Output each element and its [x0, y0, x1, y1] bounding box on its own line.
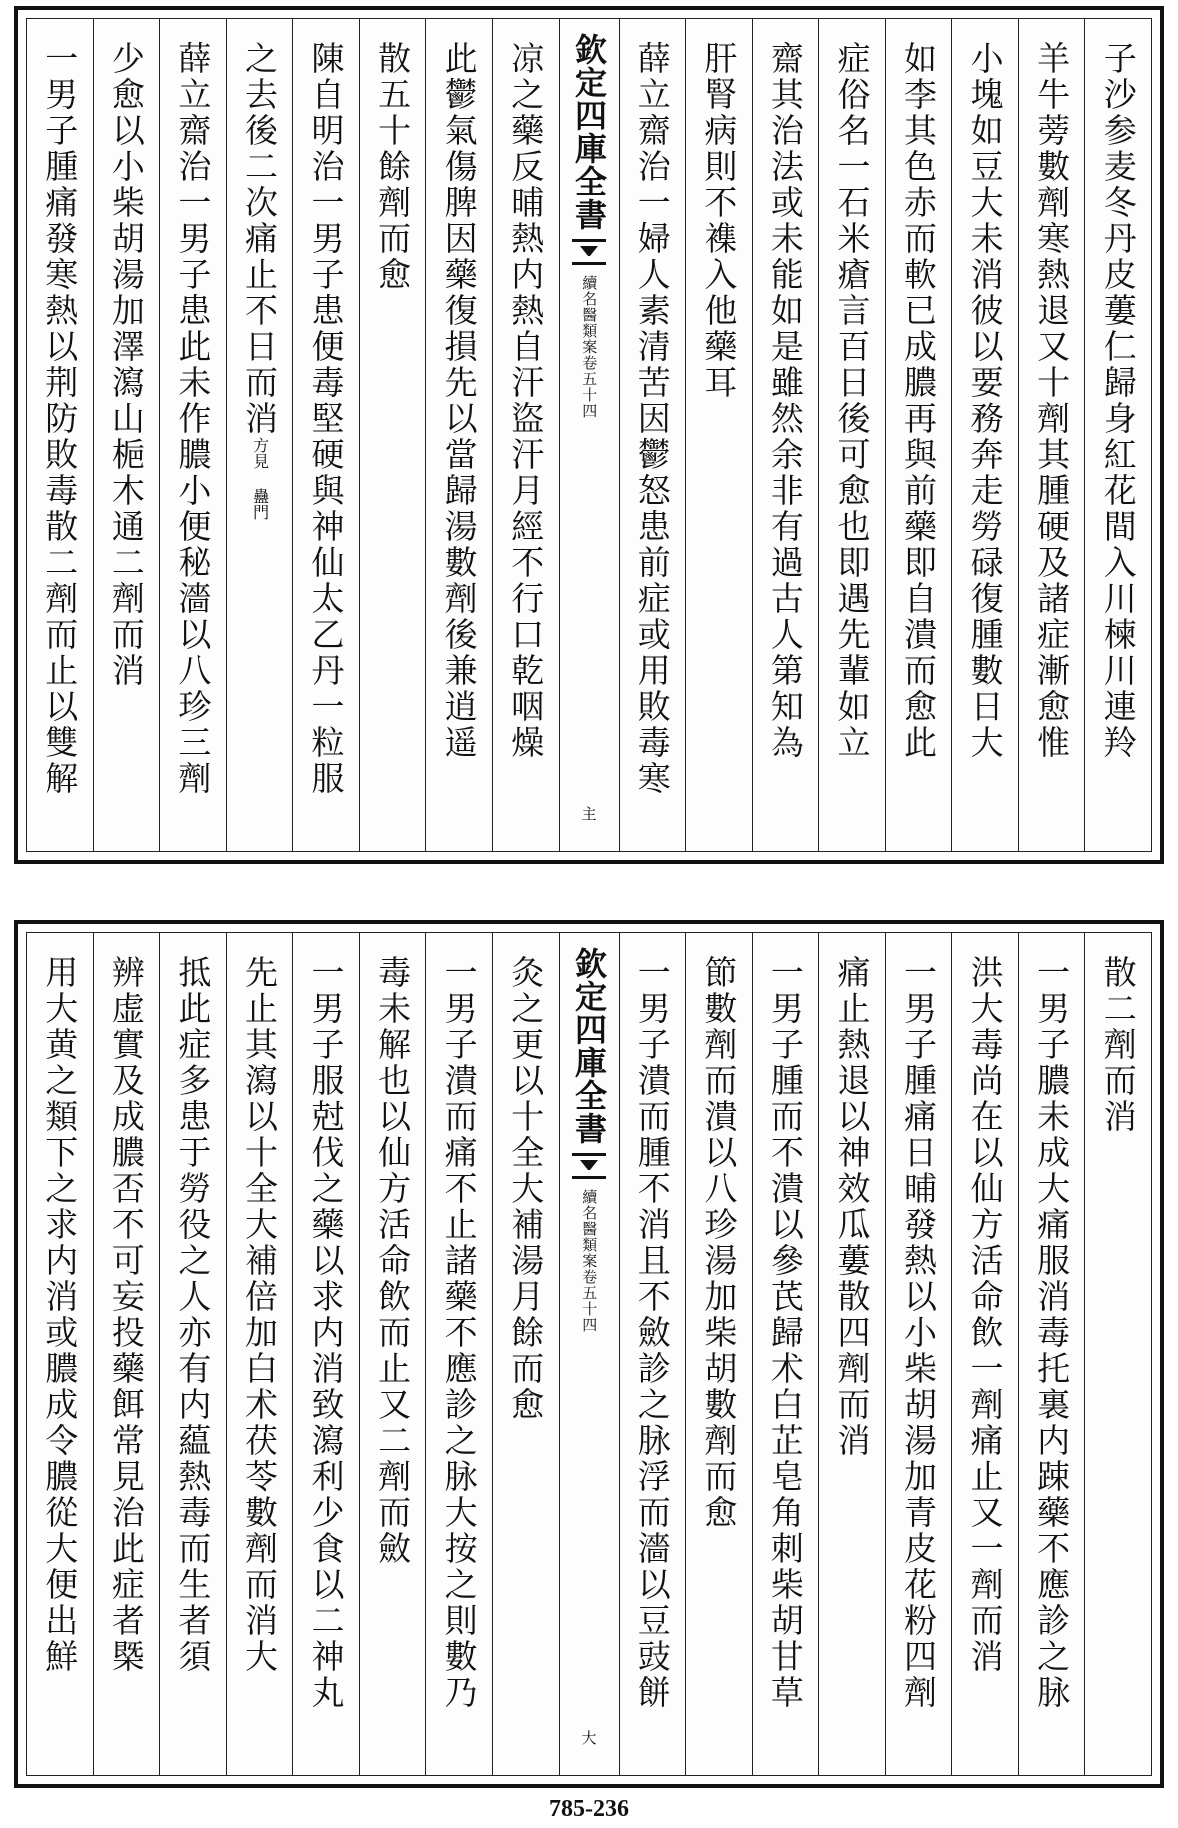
page-gutter — [559, 19, 619, 851]
text-column — [93, 19, 160, 851]
text-column — [1084, 19, 1151, 851]
column-text: 小塊如豆大未消彼以要務奔走勞碌復腫數日大 — [965, 41, 1005, 761]
text-column — [885, 19, 952, 851]
column-text: 洪大毒尚在以仙方活命飲一劑痛止又一劑而消 — [965, 955, 1005, 1675]
text-column — [685, 19, 752, 851]
fish-tail-mark-icon — [572, 1153, 606, 1179]
column-text: 一男子膿未成大痛服消毒托裏内踈藥不應診之脉 — [1032, 955, 1072, 1711]
text-column — [292, 19, 359, 851]
column-text: 一男子潰而痛不止諸藥不應診之脉大按之則數乃 — [439, 955, 479, 1711]
column-text: 散二劑而消 — [1098, 955, 1138, 1135]
text-column — [425, 19, 492, 851]
column-text: 一男子潰而腫不消且不斂診之脉浮而濇以豆豉餅 — [632, 955, 672, 1711]
gutter-page-number: 大 — [579, 1730, 598, 1745]
text-column — [425, 933, 492, 1775]
column-text: 一男子腫而不潰以參芪歸术白芷皂角刺柴胡甘草 — [765, 955, 805, 1711]
column-text: 薛立齋治一男子患此未作膿小便秘濇以八珍三劑 — [173, 41, 213, 797]
text-column — [226, 933, 293, 1775]
column-text: 一男子腫痛發寒熱以荆防敗毒散二劑而止以雙解 — [40, 41, 80, 797]
text-column — [818, 19, 885, 851]
column-text: 毒未解也以仙方活命飲而止又二劑而斂 — [373, 955, 413, 1567]
text-column — [27, 933, 93, 1775]
column-text: 子沙参麦冬丹皮蔞仁歸身紅花間入川楝川連羚 — [1098, 41, 1138, 761]
text-column — [159, 19, 226, 851]
column-text: 一男子服尅伐之藥以求内消致瀉利少食以二神丸 — [306, 955, 346, 1711]
note-line: 蠱門 — [250, 488, 270, 520]
top-page-frame — [26, 18, 1152, 852]
column-text: 灸之更以十全大補湯月餘而愈 — [506, 955, 546, 1423]
text-column — [951, 19, 1018, 851]
fish-tail-mark-icon — [572, 239, 606, 265]
text-column — [1018, 933, 1085, 1775]
gutter-page-number: 主 — [579, 806, 598, 821]
gutter-book-title: 續名醫類案 — [580, 1189, 599, 1269]
text-column — [359, 933, 426, 1775]
text-column — [1084, 933, 1151, 1775]
column-text: 用大黄之類下之求内消或膿成令膿從大便出鮮 — [40, 955, 80, 1675]
gutter-title: 欽定四庫全書 — [570, 947, 608, 1145]
text-column — [492, 933, 559, 1775]
text-column — [619, 933, 686, 1775]
column-text: 症俗名一石米瘡言百日後可愈也即遇先輩如立 — [832, 41, 872, 761]
text-column — [226, 19, 293, 851]
text-column — [93, 933, 160, 1775]
page-gutter — [559, 933, 619, 1775]
text-column — [685, 933, 752, 1775]
text-column — [752, 933, 819, 1775]
column-text: 之去後二次痛止不日而消 — [239, 41, 279, 437]
column-text: 散五十餘劑而愈 — [373, 41, 413, 293]
column-text: 此鬱氣傷脾因藥復損先以當歸湯數劑後兼逍遥 — [439, 41, 479, 761]
text-column — [752, 19, 819, 851]
note-line: 方見 — [250, 437, 270, 469]
column-text: 肝腎病則不襍入他藥耳 — [699, 41, 739, 401]
bottom-page-frame — [26, 932, 1152, 1776]
bottom-page — [14, 920, 1164, 1788]
page-reference-number: 785-236 — [549, 1796, 629, 1822]
interlinear-note — [250, 437, 268, 520]
column-text: 痛止熱退以神效瓜蔞散四劑而消 — [832, 955, 872, 1459]
column-text: 節數劑而潰以八珍湯加柴胡數劑而愈 — [699, 955, 739, 1531]
text-column — [885, 933, 952, 1775]
top-page — [14, 6, 1164, 864]
column-text: 少愈以小柴胡湯加澤瀉山梔木通二劑而消 — [106, 41, 146, 689]
text-column — [159, 933, 226, 1775]
column-text: 一男子腫痛日晡發熱以小柴胡湯加青皮花粉四劑 — [899, 955, 939, 1711]
gutter-volume: 卷五十四 — [580, 355, 599, 419]
column-text: 抵此症多患于勞役之人亦有内藴熱毒而生者須 — [173, 955, 213, 1675]
column-text: 如李其色赤而軟已成膿再與前藥即自潰而愈此 — [899, 41, 939, 761]
column-text: 凉之藥反晡熱内熱自汗盜汗月經不行口乾咽燥 — [506, 41, 546, 761]
text-column — [292, 933, 359, 1775]
column-text: 薛立齋治一婦人素清苦因鬱怒患前症或用敗毒寒 — [632, 41, 672, 797]
gutter-volume: 卷五十四 — [580, 1269, 599, 1333]
gutter-book-title: 續名醫類案 — [580, 275, 599, 355]
text-column — [1018, 19, 1085, 851]
text-column — [359, 19, 426, 851]
column-text: 先止其瀉以十全大補倍加白术茯苓數劑而消大 — [239, 955, 279, 1675]
column-text: 羊牛蒡數劑寒熱退又十劑其腫硬及諸症漸愈惟 — [1032, 41, 1072, 761]
text-column — [818, 933, 885, 1775]
text-column — [951, 933, 1018, 1775]
text-column — [27, 19, 93, 851]
gutter-title: 欽定四庫全書 — [570, 33, 608, 231]
text-column — [619, 19, 686, 851]
column-text: 辨虚實及成膿否不可妄投藥餌常見治此症者槩 — [106, 955, 146, 1675]
text-column — [492, 19, 559, 851]
column-text: 齋其治法或未能如是雖然余非有過古人第知為 — [765, 41, 805, 761]
column-text: 陳自明治一男子患便毒堅硬與神仙太乙丹一粒服 — [306, 41, 346, 797]
